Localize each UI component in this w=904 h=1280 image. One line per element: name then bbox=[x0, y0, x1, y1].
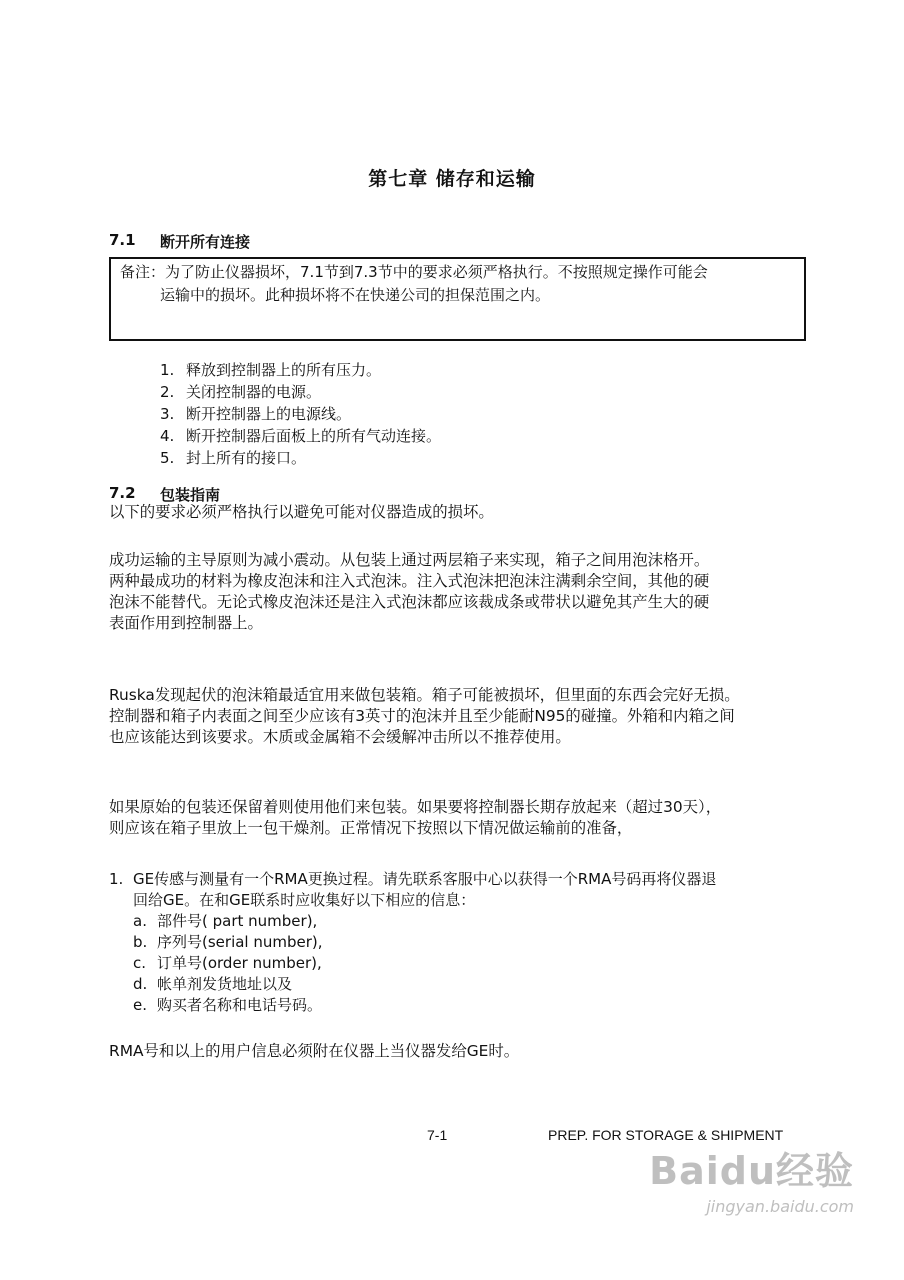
list-item: c. 订单号(order number), bbox=[133, 954, 322, 972]
chapter-title: 第七章 储存和运输 bbox=[368, 168, 536, 190]
note-text bbox=[120, 261, 800, 307]
section-7-1-title: 断开所有连接 bbox=[160, 233, 251, 251]
list-item: a. 部件号( part number), bbox=[133, 912, 318, 930]
baidu-logo: Baidu经验 bbox=[649, 1149, 854, 1193]
note-line-2: 运输中的损坏。此种损坏将不在快递公司的担保范围之内。 bbox=[160, 286, 551, 304]
paragraph-1: 成功运输的主导原则为减小震动。从包装上通过两层箱子来实现，箱子之间用泡沫格开。 两种最成功的材料为橡皮泡沫和注入式泡沫。注入式泡沫把泡沫注满剩余空间，其他的硬 泡沫不能替代。无论式橡皮泡沫还是注入式泡沫都应该裁成条或带状以避免其产生大的硬 表面作用到控制器上。 bbox=[109, 551, 710, 632]
section-7-1-number: 7.1 bbox=[109, 231, 136, 249]
list-item: d. 帐单剂发货地址以及 bbox=[133, 975, 293, 993]
paragraph-2: Ruska发现起伏的泡沫箱最适宜用来做包装箱。箱子可能被损坏，但里面的东西会完好无损。 控制器和箱子内表面之间至少应该有3英寸的泡沫并且至少能耐N95的碰撞。外箱和内箱之间 也应该能达到该要求。木质或金属箱不会缓解冲击所以不推荐使用。 bbox=[109, 686, 740, 746]
watermark bbox=[649, 1140, 854, 1216]
list-item: 5. 封上所有的接口。 bbox=[160, 449, 307, 467]
paragraph-3: 如果原始的包装还保留着则使用他们来包装。如果要将控制器长期存放起来（超过30天）， 则应该在箱子里放上一包干燥剂。正常情况下按照以下情况做运输前的准备， bbox=[109, 798, 722, 837]
list-item: 4. 断开控制器后面板上的所有气动连接。 bbox=[160, 427, 442, 445]
list-item: 2. 关闭控制器的电源。 bbox=[160, 383, 322, 401]
watermark-url: jingyan.baidu.com bbox=[706, 1197, 854, 1216]
section-7-2-title: 包装指南 bbox=[160, 486, 221, 504]
page-number: 7-1 bbox=[427, 1127, 448, 1143]
list-item: 1. 释放到控制器上的所有压力。 bbox=[160, 361, 382, 379]
closing-note: RMA号和以上的用户信息必须附在仪器上当仪器发给GE时。 bbox=[109, 1042, 520, 1060]
note-box bbox=[109, 257, 806, 341]
footer-section-label: PREP. FOR STORAGE & SHIPMENT bbox=[548, 1127, 784, 1143]
section-7-2-number: 7.2 bbox=[109, 484, 136, 502]
list-item: b. 序列号(serial number), bbox=[133, 933, 323, 951]
note-line-1: 备注：为了防止仪器损坏，7.1节到7.3节中的要求必须严格执行。不按照规定操作可能会 bbox=[120, 263, 708, 281]
section-7-2-intro: 以下的要求必须严格执行以避免可能对仪器造成的损坏。 bbox=[109, 503, 494, 521]
steps-list bbox=[160, 359, 441, 469]
sub-items-list bbox=[133, 911, 323, 1016]
rma-item: 1. GE传感与测量有一个RMA更换过程。请先联系客服中心以获得一个RMA号码再将仪器退 回给GE。在和GE联系时应收集好以下相应的信息： bbox=[109, 870, 717, 909]
list-item: 3. 断开控制器上的电源线。 bbox=[160, 405, 352, 423]
list-item: e. 购买者名称和电话号码。 bbox=[133, 996, 323, 1014]
